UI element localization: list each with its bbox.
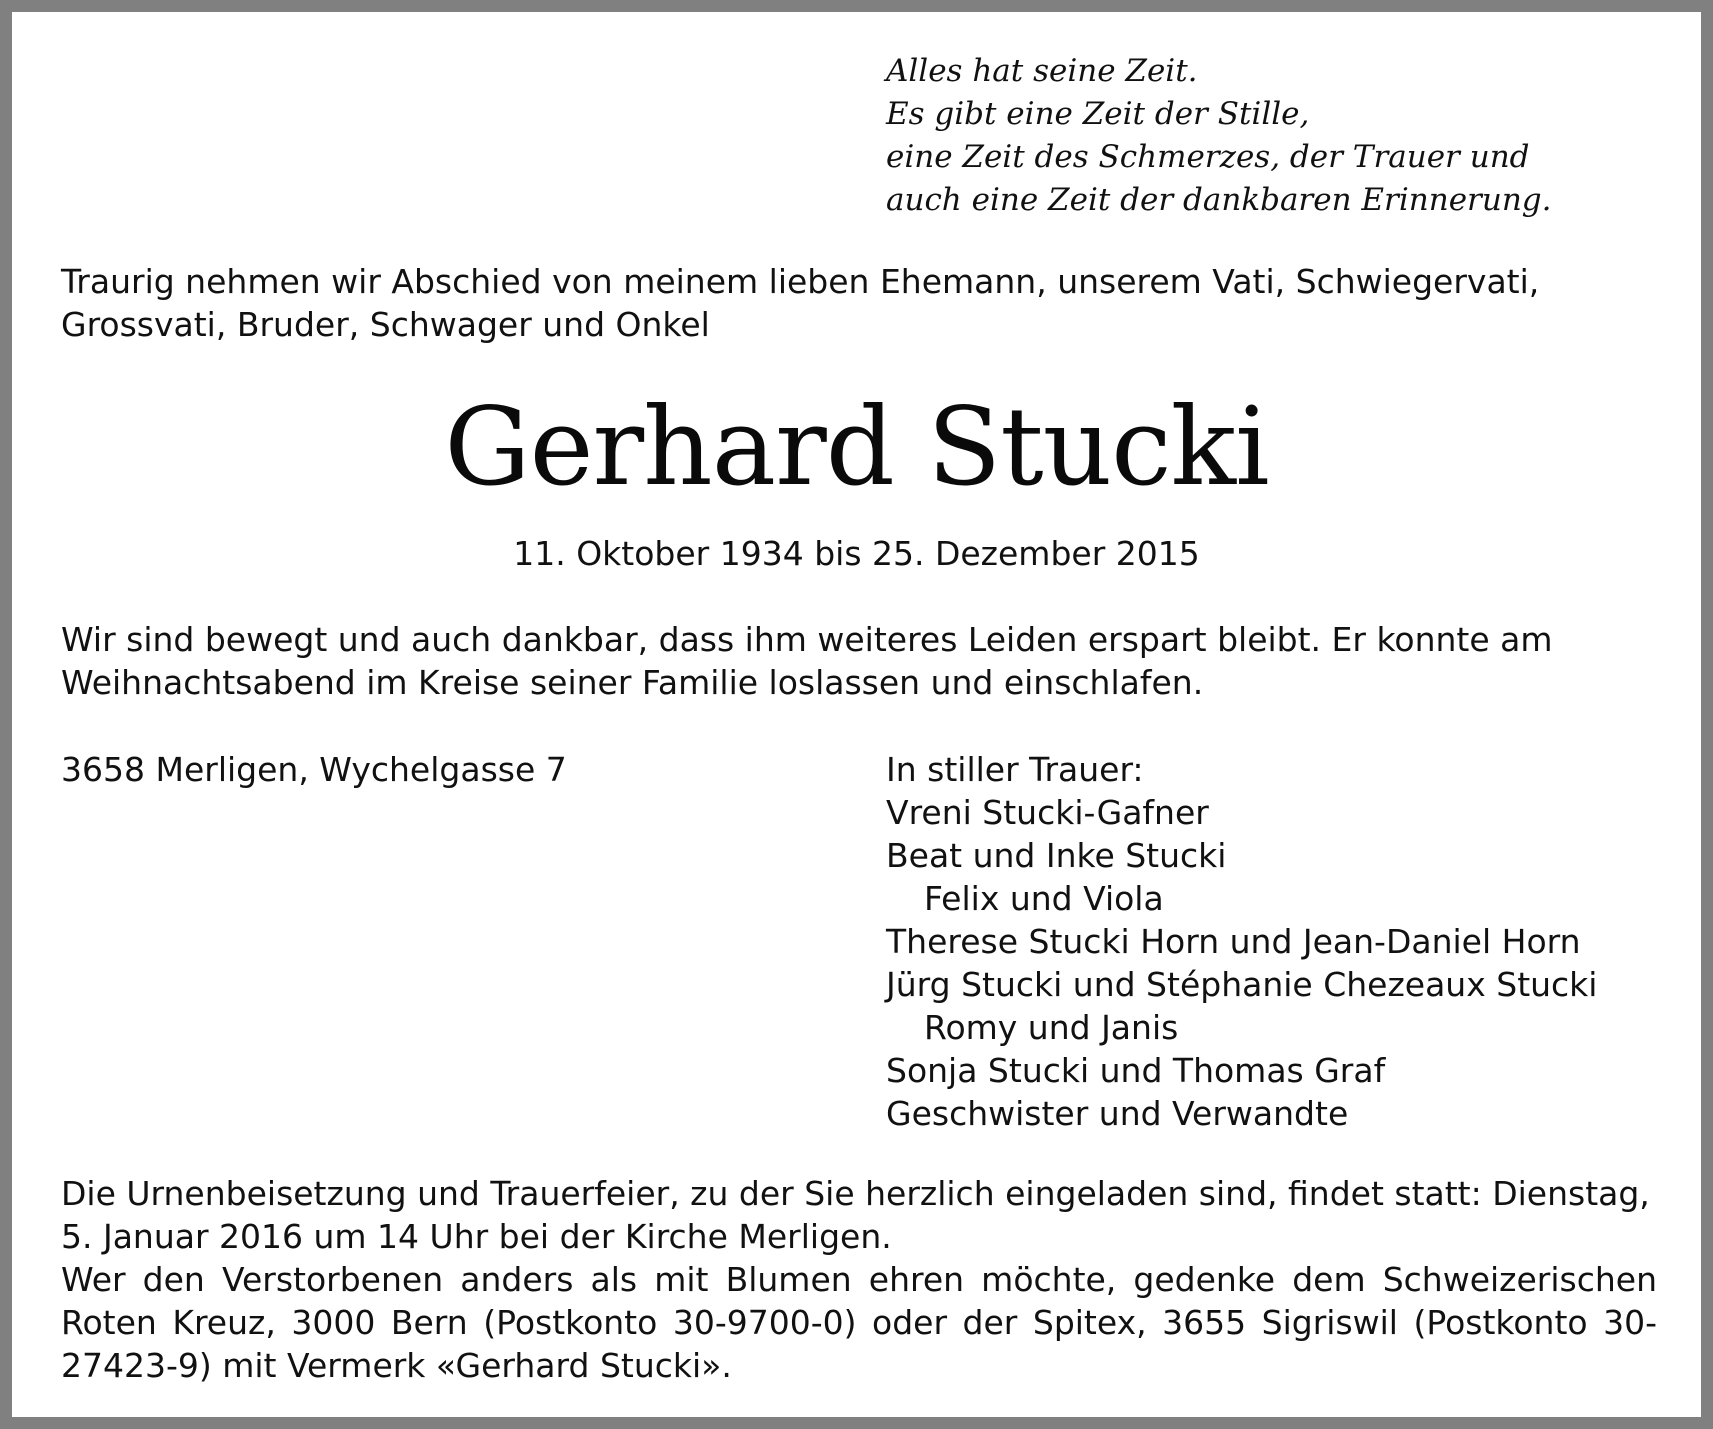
mourner-line: Therese Stucki Horn und Jean-Daniel Horn <box>886 922 1581 961</box>
mourner-line: Vreni Stucki-Gafner <box>886 793 1209 832</box>
intro-text: Traurig nehmen wir Abschied von meinem lieben Ehemann, unserem Vati, Schwiegervati, Grossvati, Bruder, Schwager und Onkel <box>61 262 1540 344</box>
mourner-line: Sonja Stucki und Thomas Graf <box>886 1051 1386 1090</box>
motto-line: Alles hat seine Zeit. <box>886 53 1198 89</box>
deceased-name: Gerhard Stucki <box>444 385 1269 510</box>
motto-line: auch eine Zeit der dankbaren Erinnerung. <box>886 182 1552 218</box>
farewell-paragraph: Wir sind bewegt und auch dankbar, dass ihm weiteres Leiden erspart bleibt. Er konnte am Weihnachtsabend im Kreise seiner Familie loslassen und einschlafen. <box>61 620 1553 702</box>
mourner-line: Jürg Stucki und Stéphanie Chezeaux Stucki <box>886 965 1598 1004</box>
obituary-notice <box>12 12 1701 1417</box>
mourners-list <box>886 748 1597 1135</box>
motto-verse <box>886 50 1552 222</box>
mourner-line: Felix und Viola <box>924 879 1164 918</box>
footer-notice <box>61 1172 1657 1387</box>
mourner-line: Geschwister und Verwandte <box>886 1094 1349 1133</box>
donation-text: Wer den Verstorbenen anders als mit Blumen ehren möchte, gedenke dem Schweizerischen Roten Kreuz, 3000 Bern (Postkonto 30-9700-0) oder der Spitex, 3655 Sigriswil (Postkonto 30-27423-9) mit Vermerk «Gerhard Stucki». <box>61 1260 1657 1385</box>
mourner-line: Romy und Janis <box>924 1008 1179 1047</box>
life-dates: 11. Oktober 1934 bis 25. Dezember 2015 <box>513 534 1200 573</box>
mourners-heading: In stiller Trauer: <box>886 750 1144 789</box>
motto-line: eine Zeit des Schmerzes, der Trauer und <box>886 139 1530 175</box>
mourner-line: Beat und Inke Stucki <box>886 836 1227 875</box>
ceremony-text: Die Urnenbeisetzung und Trauerfeier, zu der Sie herzlich eingeladen sind, findet statt: Dienstag, 5. Januar 2016 um 14 Uhr bei der Kirche Merligen. <box>61 1174 1650 1256</box>
motto-line: Es gibt eine Zeit der Stille, <box>886 96 1310 132</box>
family-address: 3658 Merligen, Wychelgasse 7 <box>61 750 567 789</box>
